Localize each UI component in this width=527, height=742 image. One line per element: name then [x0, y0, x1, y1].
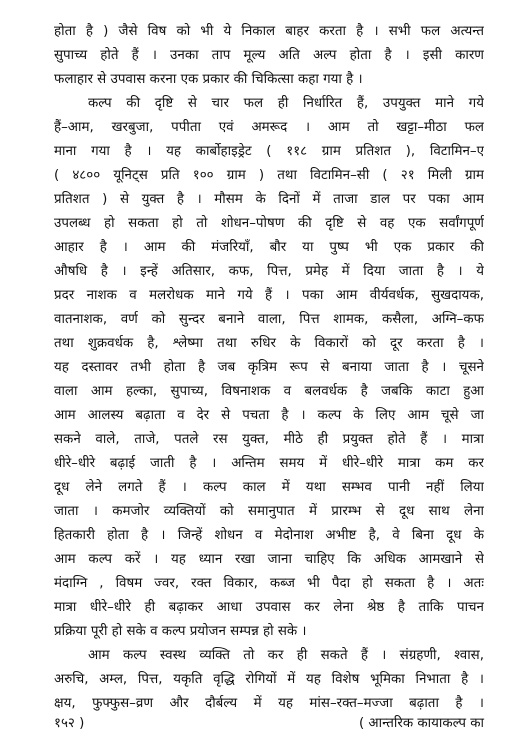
- running-title: ( आन्तरिक कायाकल्प का: [358, 716, 484, 731]
- text-line: आम कल्प करें । यह ध्यान रखा जाना चाहिए कि अधिक आमखाने से: [54, 552, 484, 567]
- paragraph-start-line: आम कल्प स्वस्थ व्यक्ति तो कर ही सकते हैं । संग्रहणी, श्वास,: [88, 648, 484, 663]
- text-line: ( ४८०० यूनिट्स प्रति १०० ग्राम ) तथा विटामिन–सी ( २१ मिली ग्राम: [54, 168, 484, 183]
- text-line: क्षय, फुफ्फुस–व्रण और दौर्बल्य में यह मांस–रक्त–मज्जा बढ़ाता है ।: [54, 696, 484, 711]
- paragraph-start-line: कल्प की दृष्टि से चार फल ही निर्धारित हैं, उपयुक्त माने गये: [88, 96, 484, 111]
- text-line: अरुचि, अम्ल, पित्त, यकृति वृद्धि रोगियों में यह विशेष भूमिका निभाता है ।: [54, 672, 484, 687]
- text-line: मात्रा धीरे–धीरे ही बढ़ाकर आधा उपवास कर लेना श्रेष्ठ है ताकि पाचन: [54, 600, 484, 615]
- text-line: हितकारी होता है । जिन्हें शोधन व मेदोनाश अभीष्ट है, वे बिना दूध के: [54, 528, 484, 543]
- page-footer: [54, 712, 484, 736]
- text-line: आहार है । आम की मंजरियाँ, बौर या पुष्प भी एक प्रकार की: [54, 240, 484, 255]
- text-line: सकने वाले, ताजे, पतले रस युक्त, मीठे ही प्रयुक्त होते हैं । मात्रा: [54, 432, 484, 447]
- text-line: वाला आम हल्का, सुपाच्य, विषनाशक व बलवर्धक है जबकि काटा हुआ: [54, 384, 484, 399]
- text-line: यह दस्तावर तभी होता है जब कृत्रिम रूप से बनाया जाता है । चूसने: [54, 360, 484, 375]
- text-line: जाता । कमजोर व्यक्तियों को समानुपात में प्रारम्भ से दूध साथ लेना: [54, 504, 484, 519]
- text-line: धीरे–धीरे बढ़ाई जाती है । अन्तिम समय में धीरे–धीरे मात्रा कम कर: [54, 456, 484, 471]
- page-number: १५२ ): [54, 716, 85, 731]
- text-line: उपलब्ध हो सकता हो तो शोधन–पोषण की दृष्टि से वह एक सर्वांगपूर्ण: [54, 216, 484, 231]
- text-line: फलाहार से उपवास करना एक प्रकार की चिकित्सा कहा गया है ।: [54, 72, 363, 87]
- text-line: दूध लेने लगते हैं । कल्प काल में यथा सम्भव पानी नहीं लिया: [54, 480, 484, 495]
- text-line: वातनाशक, वर्ण को सुन्दर बनाने वाला, पित्त शामक, कसैला, अग्नि–कफ: [54, 312, 484, 327]
- text-line: सुपाच्य होते हैं । उनका ताप मूल्य अति अल्प होता है । इसी कारण: [54, 48, 484, 63]
- text-line: तथा शुक्रवर्धक है, श्लेष्मा तथा रुधिर के विकारों को दूर करता है ।: [54, 336, 484, 351]
- text-line: औषधि है । इन्हें अतिसार, कफ, पित्त, प्रमेह में दिया जाता है । ये: [54, 264, 484, 279]
- text-line: होता है ) जैसे विष को भी ये निकाल बाहर करता है । सभी फल अत्यन्त: [54, 24, 484, 39]
- text-line: प्रदर नाशक व मलरोधक माने गये हैं । पका आम वीर्यवर्धक, सुखदायक,: [54, 288, 484, 303]
- text-line: आम आलस्य बढ़ाता व देर से पचता है । कल्प के लिए आम चूसे जा: [54, 408, 484, 423]
- text-line: मंदाग्नि , विषम ज्वर, रक्त विकार, कब्ज भी पैदा हो सकता है । अतः: [54, 576, 484, 591]
- text-line: माना गया है । यह कार्बोहाइड्रेट ( ११८ ग्राम प्रतिशत ), विटामिन–ए: [54, 144, 484, 159]
- text-line: प्रक्रिया पूरी हो सके व कल्प प्रयोजन सम्पन्न हो सके ।: [54, 624, 307, 639]
- text-line: प्रतिशत ) से युक्त है । मौसम के दिनों में ताजा डाल पर पका आम: [54, 192, 484, 207]
- text-line: हैं–आम, खरबुजा, पपीता एवं अमरूद । आम तो खट्टा–मीठा फल: [54, 120, 484, 135]
